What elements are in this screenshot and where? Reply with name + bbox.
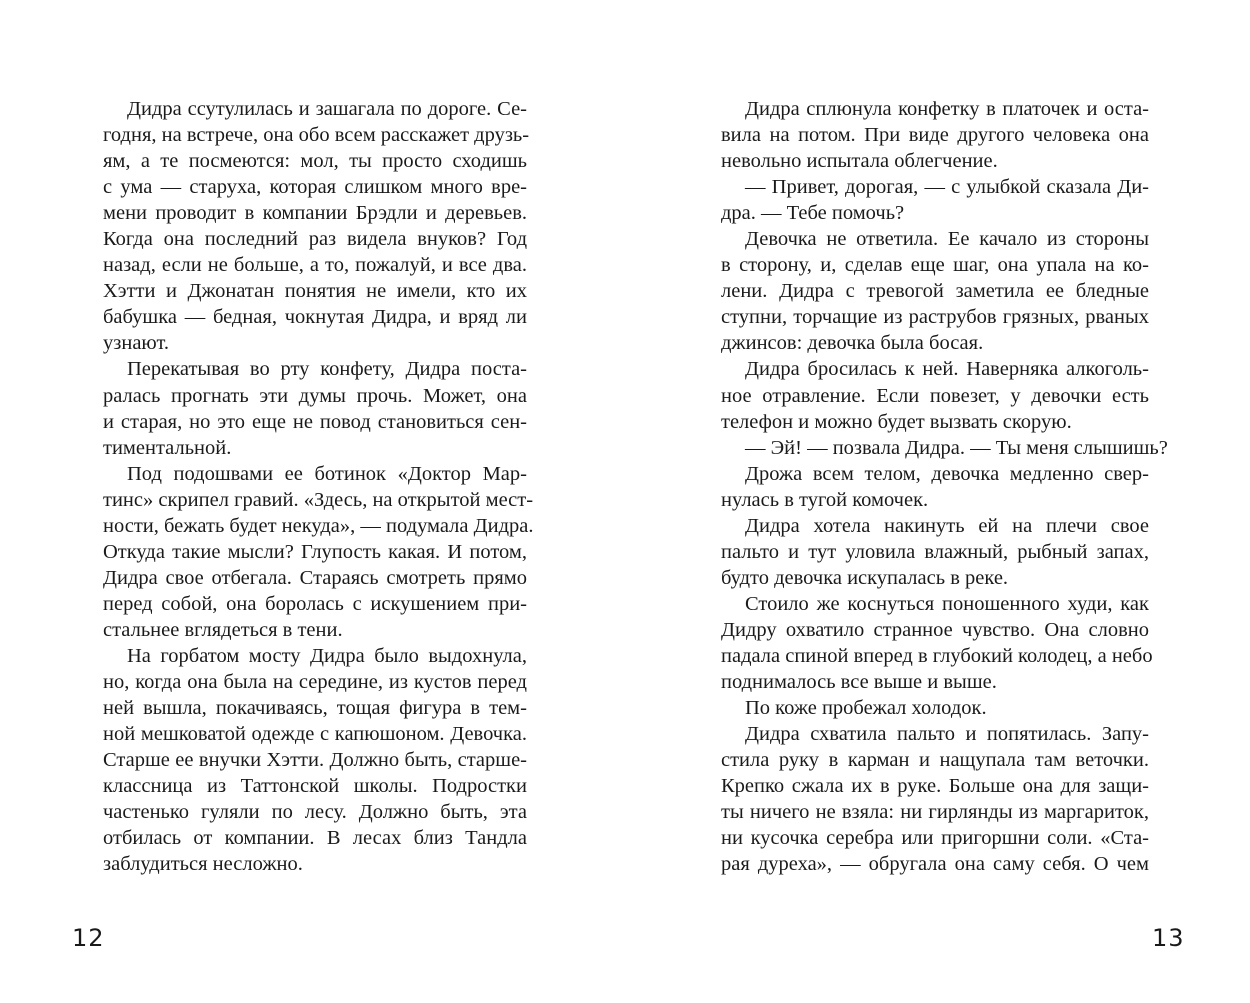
text-line: Дидра хотела накинуть ей на плечи свое — [745, 514, 1149, 537]
text-line: Дидру охватило странное чувство. Она словно — [721, 618, 1149, 641]
left-page-text — [103, 96, 534, 877]
text-line: Под подошвами ее ботинок «Доктор Мар- — [127, 462, 527, 485]
text-line: Дидра бросилась к ней. Наверняка алкоголь- — [745, 358, 1149, 381]
text-line: Дрожа всем телом, девочка медленно свер- — [745, 462, 1149, 485]
text-line: классница из Таттонской школы. Подростки — [103, 775, 527, 798]
text-line: ней вышла, покачиваясь, тощая фигура в тем- — [103, 697, 527, 720]
text-line: тиментальной. — [103, 436, 232, 459]
text-line: тинс» скрипел гравий. «Здесь, на открытой мест- — [103, 488, 534, 511]
text-line: Хэтти и Джонатан понятия не имели, кто их — [103, 280, 527, 303]
text-line: будто девочка искупалась в реке. — [721, 566, 1009, 589]
text-line: заблудиться несложно. — [103, 853, 303, 876]
text-line: падала спиной вперед в глубокий колодец, а небо — [721, 644, 1153, 667]
text-line: назад, если не больше, а то, пожалуй, и все два. — [103, 254, 527, 277]
text-line: ное отравление. Если повезет, у девочки есть — [721, 384, 1149, 407]
text-line: — Эй! — позвала Дидра. — Ты меня слышишь? — [745, 436, 1168, 459]
text-line: ности, бежать будет некуда», — подумала Дидра. — [103, 514, 534, 537]
text-line: Крепко сжала их в руке. Больше она для защи- — [721, 775, 1149, 798]
text-line: ралась прогнать эти думы прочь. Может, она — [103, 384, 527, 407]
text-line: годня, на встрече, она обо всем расскажет друзь- — [103, 124, 530, 147]
text-line: ни кусочка серебра или пригоршни соли. «Ста- — [721, 827, 1149, 850]
text-line: но, когда она была на середине, из кустов перед — [103, 671, 527, 694]
text-line: лени. Дидра с тревогой заметила ее бледные — [721, 280, 1149, 303]
text-line: невольно испытала облегчение. — [721, 150, 998, 173]
text-line: дра. — Тебе помочь? — [721, 202, 905, 225]
text-line: Перекатывая во рту конфету, Дидра поста- — [127, 358, 527, 381]
text-line: ной мешковатой одежде с капюшоном. Девочка. — [103, 723, 527, 746]
text-line: По коже пробежал холодок. — [745, 697, 987, 720]
text-line: ты ничего не взяла: ни гирлянды из маргариток, — [721, 801, 1149, 824]
text-line: На горбатом мосту Дидра было выдохнула, — [127, 644, 527, 667]
text-line: Девочка не ответила. Ее качало из стороны — [745, 228, 1149, 251]
left-page-number: 12 — [72, 924, 105, 952]
text-line: Откуда такие мысли? Глупость какая. И потом, — [103, 540, 527, 563]
text-line: поднималось все выше и выше. — [721, 671, 997, 694]
text-line: узнают. — [103, 332, 170, 355]
text-line: Дидра свое отбегала. Стараясь смотреть прямо — [103, 566, 527, 589]
text-line: Стоило же коснуться поношенного худи, как — [745, 592, 1149, 615]
text-line: пальто и тут уловила влажный, рыбный запах, — [721, 540, 1149, 563]
text-line: нулась в тугой комочек. — [721, 488, 929, 511]
text-line: Дидра сплюнула конфетку в платочек и оста- — [745, 98, 1149, 120]
text-line: Когда она последний раз видела внуков? Год — [103, 228, 527, 251]
right-page — [625, 0, 1250, 1003]
text-line: ступни, торчащие из раструбов грязных, рваных — [721, 306, 1149, 329]
text-line: стальнее вглядеться в тени. — [103, 618, 343, 641]
text-line: Дидра ссутулилась и зашагала по дороге. Се- — [127, 98, 527, 120]
text-line: в сторону, и, сделав еще шаг, она упала на ко- — [721, 254, 1149, 277]
text-line: ям, а те посмеются: мол, ты просто сходишь — [103, 150, 527, 173]
right-page-number: 13 — [1152, 924, 1185, 952]
text-line: бабушка — бедная, чокнутая Дидра, и вряд ли — [103, 306, 527, 329]
text-line: Дидра схватила пальто и попятилась. Запу- — [745, 723, 1149, 746]
text-line: стила руку в карман и нащупала там веточки. — [721, 749, 1149, 772]
text-line: и старая, но это еще не повод становиться сен- — [103, 410, 527, 433]
text-line: — Привет, дорогая, — с улыбкой сказала Ди- — [745, 176, 1149, 199]
text-line: вила на потом. При виде другого человека она — [721, 124, 1149, 147]
text-line: перед собой, она боролась с искушением при- — [103, 592, 527, 615]
text-line: мени проводит в компании Брэдли и деревьев. — [103, 202, 527, 225]
text-line: с ума — старуха, которая слишком много вре- — [103, 176, 527, 199]
text-line: частенько гуляли по лесу. Должно быть, эта — [103, 801, 527, 824]
right-page-text — [721, 96, 1168, 877]
text-line: телефон и можно будет вызвать скорую. — [721, 410, 1072, 433]
text-line: Старше ее внучки Хэтти. Должно быть, старше- — [103, 749, 527, 772]
text-line: рая дуреха», — обругала она саму себя. О чем — [721, 853, 1149, 876]
text-line: отбилась от компании. В лесах близ Тандла — [103, 827, 527, 850]
text-line: джинсов: девочка была босая. — [721, 332, 984, 355]
